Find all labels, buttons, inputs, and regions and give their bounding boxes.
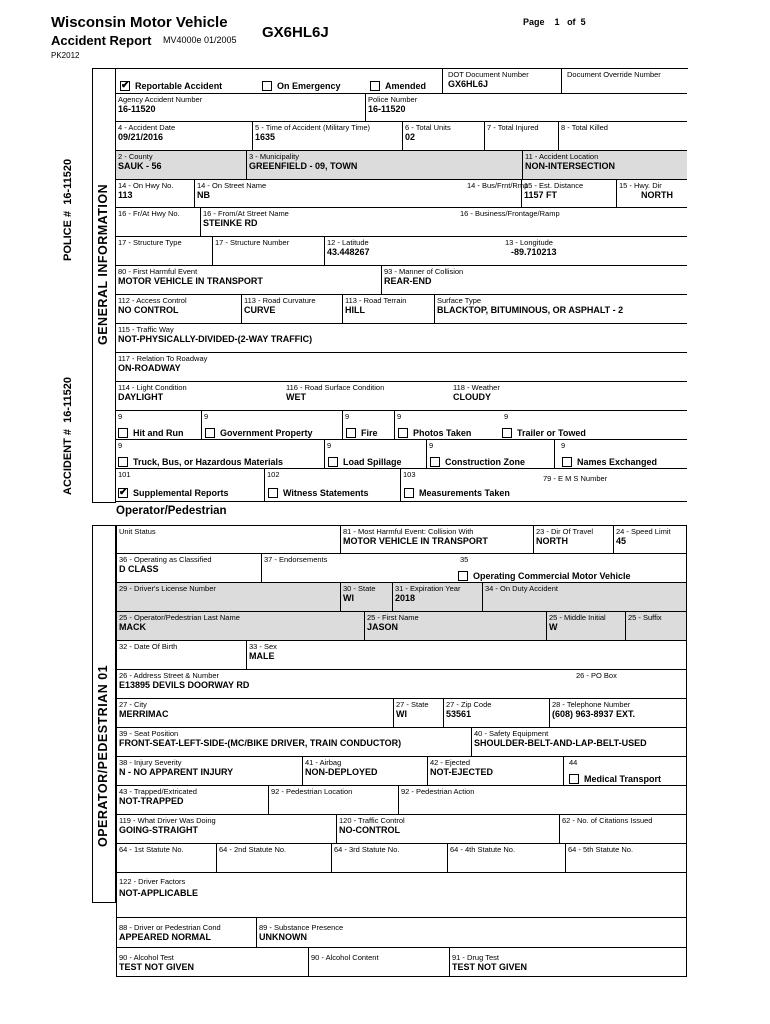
on-duty-accident: 34 - On Duty Accident — [482, 583, 686, 611]
op-row-dob — [116, 641, 687, 670]
document-code: GX6HL6J — [262, 24, 329, 41]
accident-location: 11 - Accident Location NON-INTERSECTION — [522, 151, 687, 179]
road-surface-condition: 116 - Road Surface Condition WET — [286, 383, 385, 402]
trailer-towed-checkbox[interactable]: Trailer or Towed — [502, 424, 586, 442]
police-number-vertical: POLICE # 16-11520 — [62, 158, 74, 261]
substance-presence: 89 - Substance Presence UNKNOWN — [256, 918, 686, 947]
manner-of-collision: 93 - Manner of Collision REAR-END — [381, 266, 687, 294]
suffix: 25 - Suffix — [625, 612, 686, 640]
weather: 118 - Weather CLOUDY — [453, 383, 500, 402]
trapped-extricated: 43 - Trapped/Extricated NOT-TRAPPED — [116, 786, 268, 814]
op-row-tests — [116, 948, 687, 977]
row-conditions — [116, 382, 687, 411]
medical-cell: 44 Medical Transport — [563, 757, 686, 785]
op-row-statutes — [116, 844, 687, 873]
accident-date: 4 - Accident Date 09/21/2016 — [118, 123, 176, 142]
gov-prop-cell: 9 Government Property — [201, 411, 342, 439]
row-hwy — [116, 180, 687, 208]
operating-class: 36 - Operating as Classified D CLASS — [116, 554, 261, 582]
first-harmful-event: 80 - First Harmful Event MOTOR VEHICLE IN TRANSPORT — [118, 267, 263, 286]
document-override-number: Document Override Number — [561, 69, 687, 93]
most-harmful-event: 81 - Most Harmful Event: Collision With MOTOR VEHICLE IN TRANSPORT — [340, 526, 533, 553]
names-exchanged-checkbox[interactable]: Names Exchanged — [562, 453, 657, 471]
sex: 33 - Sex MALE — [246, 641, 686, 669]
dot-document-number: DOT Document Number GX6HL6J — [442, 69, 561, 93]
endorsements: 37 - Endorsements — [261, 554, 453, 582]
driver-factors: 122 - Driver Factors NOT-APPLICABLE — [116, 873, 686, 917]
op-row-address — [116, 670, 687, 699]
commercial-cell: 35 Operating Commercial Motor Vehicle — [453, 554, 686, 582]
op-row-injury — [116, 757, 687, 786]
agency-accident-number: Agency Accident Number 16-11520 — [118, 95, 203, 114]
commercial-vehicle-checkbox[interactable]: Operating Commercial Motor Vehicle — [458, 567, 631, 585]
bus-frnt-rmp: 14 - Bus/Frnt/Rmp — [467, 181, 529, 190]
government-property-checkbox[interactable]: Government Property — [205, 424, 313, 442]
city: 27 - City MERRIMAC — [116, 699, 393, 727]
op-row-class — [116, 554, 687, 583]
est-distance: 15 - Est. Distance 1157 FT — [521, 180, 616, 207]
row-flags-3 — [116, 469, 687, 502]
hit-run-cell: 9 Hit and Run — [116, 411, 201, 439]
drug-test: 91 - Drug Test TEST NOT GIVEN — [449, 948, 686, 976]
general-information-label: GENERAL INFORMATION — [96, 183, 110, 345]
zip-code: 27 - Zip Code 53561 — [443, 699, 549, 727]
form-title: Wisconsin Motor Vehicle — [51, 14, 228, 31]
op-row-unit — [116, 525, 687, 554]
ems-number: 79 - E M S Number — [543, 474, 608, 483]
row-flags-2 — [116, 440, 687, 469]
photos-taken-checkbox[interactable]: Photos Taken — [398, 424, 471, 442]
statute-1: 64 - 1st Statute No. — [116, 844, 216, 872]
checkbox-checked-icon: ✔ — [121, 79, 130, 91]
measurements-cell: 103 Measurements Taken — [400, 469, 539, 501]
form-number: MV4000e 01/2005 — [163, 35, 237, 45]
row-structure — [116, 237, 687, 266]
row-road — [116, 295, 687, 324]
pedestrian-location: 92 - Pedestrian Location — [268, 786, 398, 814]
statute-4: 64 - 4th Statute No. — [447, 844, 565, 872]
total-killed: 8 - Total Killed — [558, 122, 687, 150]
latitude: 12 - Latitude 43.448267 — [324, 237, 500, 265]
number-of-citations: 62 - No. of Citations Issued — [559, 815, 686, 843]
safety-equipment: 40 - Safety Equipment SHOULDER-BELT-AND-LAP-BELT-USED — [471, 728, 686, 756]
truck-bus-hazmat-checkbox[interactable]: Truck, Bus, or Hazardous Materials — [118, 453, 283, 471]
road-curvature: 113 - Road Curvature CURVE — [241, 295, 342, 323]
operator-heading: Operator/Pedestrian — [116, 505, 227, 517]
measurements-taken-checkbox[interactable]: Measurements Taken — [404, 484, 510, 502]
row-traffic-way — [116, 324, 687, 353]
construction-cell: 9 Construction Zone — [426, 440, 554, 468]
po-box: 26 - PO Box — [576, 671, 617, 680]
row-report-type — [116, 68, 687, 94]
operator-pedestrian-label: OPERATOR/PEDESTRIAN 01 — [96, 664, 110, 847]
on-hwy-no: 14 - On Hwy No. 113 — [118, 181, 174, 200]
municipality: 3 - Municipality GREENFIELD - 09, TOWN — [246, 151, 522, 179]
surface-type: Surface Type BLACKTOP, BITUMINOUS, OR ASPHALT - 2 — [434, 295, 687, 323]
structure-type: 17 - Structure Type — [118, 238, 182, 247]
total-injured: 7 - Total Injured — [484, 122, 558, 150]
op-row-condition — [116, 918, 687, 948]
on-street-name: 14 - On Street Name NB — [194, 180, 465, 207]
op-row-city — [116, 699, 687, 728]
witness-statements-checkbox[interactable]: Witness Statements — [268, 484, 368, 502]
row-from-at — [116, 208, 687, 237]
county: 2 - County SAUK - 56 — [118, 152, 162, 171]
business-frontage-ramp: 16 - Business/Frontage/Ramp — [460, 209, 560, 218]
truck-cell: 9 Truck, Bus, or Hazardous Materials — [116, 440, 324, 468]
driver-condition: 88 - Driver or Pedestrian Cond APPEARED NORMAL — [116, 918, 256, 947]
fire-cell: 9 Fire — [342, 411, 394, 439]
airbag: 41 - Airbag NON-DEPLOYED — [302, 757, 427, 785]
injury-severity: 38 - Injury Severity N - NO APPARENT INJURY — [116, 757, 302, 785]
supplemental-cell: 101 ✔ Supplemental Reports — [116, 469, 264, 501]
from-at-street-name: 16 - From/At Street Name STEINKE RD — [200, 208, 456, 236]
date-of-birth: 32 - Date Of Birth — [116, 641, 246, 669]
supplemental-reports-checkbox[interactable]: ✔ Supplemental Reports — [119, 486, 229, 498]
road-terrain: 113 - Road Terrain HILL — [342, 295, 434, 323]
pedestrian-action: 92 - Pedestrian Action — [398, 786, 686, 814]
license-state: 30 - State WI — [340, 583, 392, 611]
on-emergency-checkbox[interactable]: On Emergency — [262, 77, 341, 95]
reportable-accident-checkbox[interactable]: ✔ Reportable Accident — [121, 79, 223, 91]
alcohol-content: 90 - Alcohol Content — [308, 948, 449, 976]
accident-number-vertical: ACCIDENT # 16-11520 — [62, 376, 74, 495]
row-county — [116, 151, 687, 180]
op-row-doing — [116, 815, 687, 844]
statute-3: 64 - 3rd Statute No. — [331, 844, 447, 872]
page-indicator: Page 1 of 5 — [523, 17, 586, 27]
medical-transport-checkbox[interactable]: Medical Transport — [569, 770, 661, 788]
op-row-name — [116, 612, 687, 641]
from-at-hwy-no: 16 - Fr/At Hwy No. — [118, 209, 180, 218]
amended-checkbox[interactable]: Amended — [370, 77, 426, 95]
first-name: 25 - First Name JASON — [364, 612, 546, 640]
police-number-field: Police Number 16-11520 — [365, 94, 687, 121]
traffic-control: 120 - Traffic Control NO-CONTROL — [336, 815, 559, 843]
dir-of-travel: 23 - Dir Of Travel NORTH — [533, 526, 613, 553]
op-row-factors — [116, 873, 687, 918]
traffic-way: 115 - Traffic Way NOT-PHYSICALLY-DIVIDED-(2-WAY TRAFFIC) — [118, 325, 313, 344]
witness-cell: 102 Witness Statements — [264, 469, 400, 501]
row-harmful-event — [116, 266, 687, 295]
load-spillage-checkbox[interactable]: Load Spillage — [328, 453, 402, 471]
statute-5: 64 - 5th Statute No. — [565, 844, 686, 872]
row-date-time — [116, 122, 687, 151]
form-subtitle: Accident Report — [51, 33, 152, 48]
last-name: 25 - Operator/Pedestrian Last Name MACK — [116, 612, 364, 640]
row-flags-1 — [116, 411, 687, 440]
pk-code: PK2012 — [51, 51, 80, 60]
hit-and-run-checkbox[interactable]: Hit and Run — [118, 424, 184, 442]
drivers-license-number: 29 - Driver's License Number — [116, 583, 340, 611]
address: 26 - Address Street & Number E13895 DEVILS DOORWAY RD — [116, 670, 571, 698]
hwy-dir: 15 - Hwy. Dir NORTH — [616, 180, 687, 207]
unit-status: Unit Status — [116, 526, 340, 553]
light-condition: 114 - Light Condition DAYLIGHT — [118, 383, 187, 402]
op-row-seat — [116, 728, 687, 757]
fire-checkbox[interactable]: Fire — [346, 424, 378, 442]
spillage-cell: 9 Load Spillage — [324, 440, 426, 468]
longitude: 13 - Longitude -89.710213 — [505, 238, 557, 257]
names-cell: 9 Names Exchanged — [554, 440, 687, 468]
speed-limit: 24 - Speed Limit 45 — [613, 526, 686, 553]
op-row-license — [116, 583, 687, 612]
relation-to-roadway: 117 - Relation To Roadway ON-ROADWAY — [118, 354, 208, 373]
address-state: 27 - State WI — [393, 699, 443, 727]
what-driver-was-doing: 119 - What Driver Was Doing GOING-STRAIGHT — [116, 815, 336, 843]
construction-zone-checkbox[interactable]: Construction Zone — [430, 453, 525, 471]
photos-cell: 9 Photos Taken — [394, 411, 502, 439]
trailer-cell: 9 Trailer or Towed — [502, 411, 687, 439]
ejected: 42 - Ejected NOT-EJECTED — [427, 757, 563, 785]
checkbox-checked-icon: ✔ — [119, 486, 128, 498]
middle-initial: 25 - Middle Initial W — [546, 612, 625, 640]
alcohol-test: 90 - Alcohol Test TEST NOT GIVEN — [116, 948, 308, 976]
row-relation — [116, 353, 687, 382]
seat-position: 39 - Seat Position FRONT-SEAT-LEFT-SIDE-(MC/BIKE DRIVER, TRAIN CONDUCTOR) — [116, 728, 471, 756]
time-of-accident: 5 - Time of Accident (Military Time) 1635 — [252, 122, 402, 150]
total-units: 6 - Total Units 02 — [402, 122, 484, 150]
op-row-trapped — [116, 786, 687, 815]
row-agency — [116, 94, 687, 122]
access-control: 112 - Access Control NO CONTROL — [118, 296, 187, 315]
structure-number: 17 - Structure Number — [212, 237, 324, 265]
expiration-year: 31 - Expiration Year 2018 — [392, 583, 482, 611]
telephone-number: 28 - Telephone Number (608) 963-8937 EXT. — [549, 699, 686, 727]
statute-2: 64 - 2nd Statute No. — [216, 844, 331, 872]
